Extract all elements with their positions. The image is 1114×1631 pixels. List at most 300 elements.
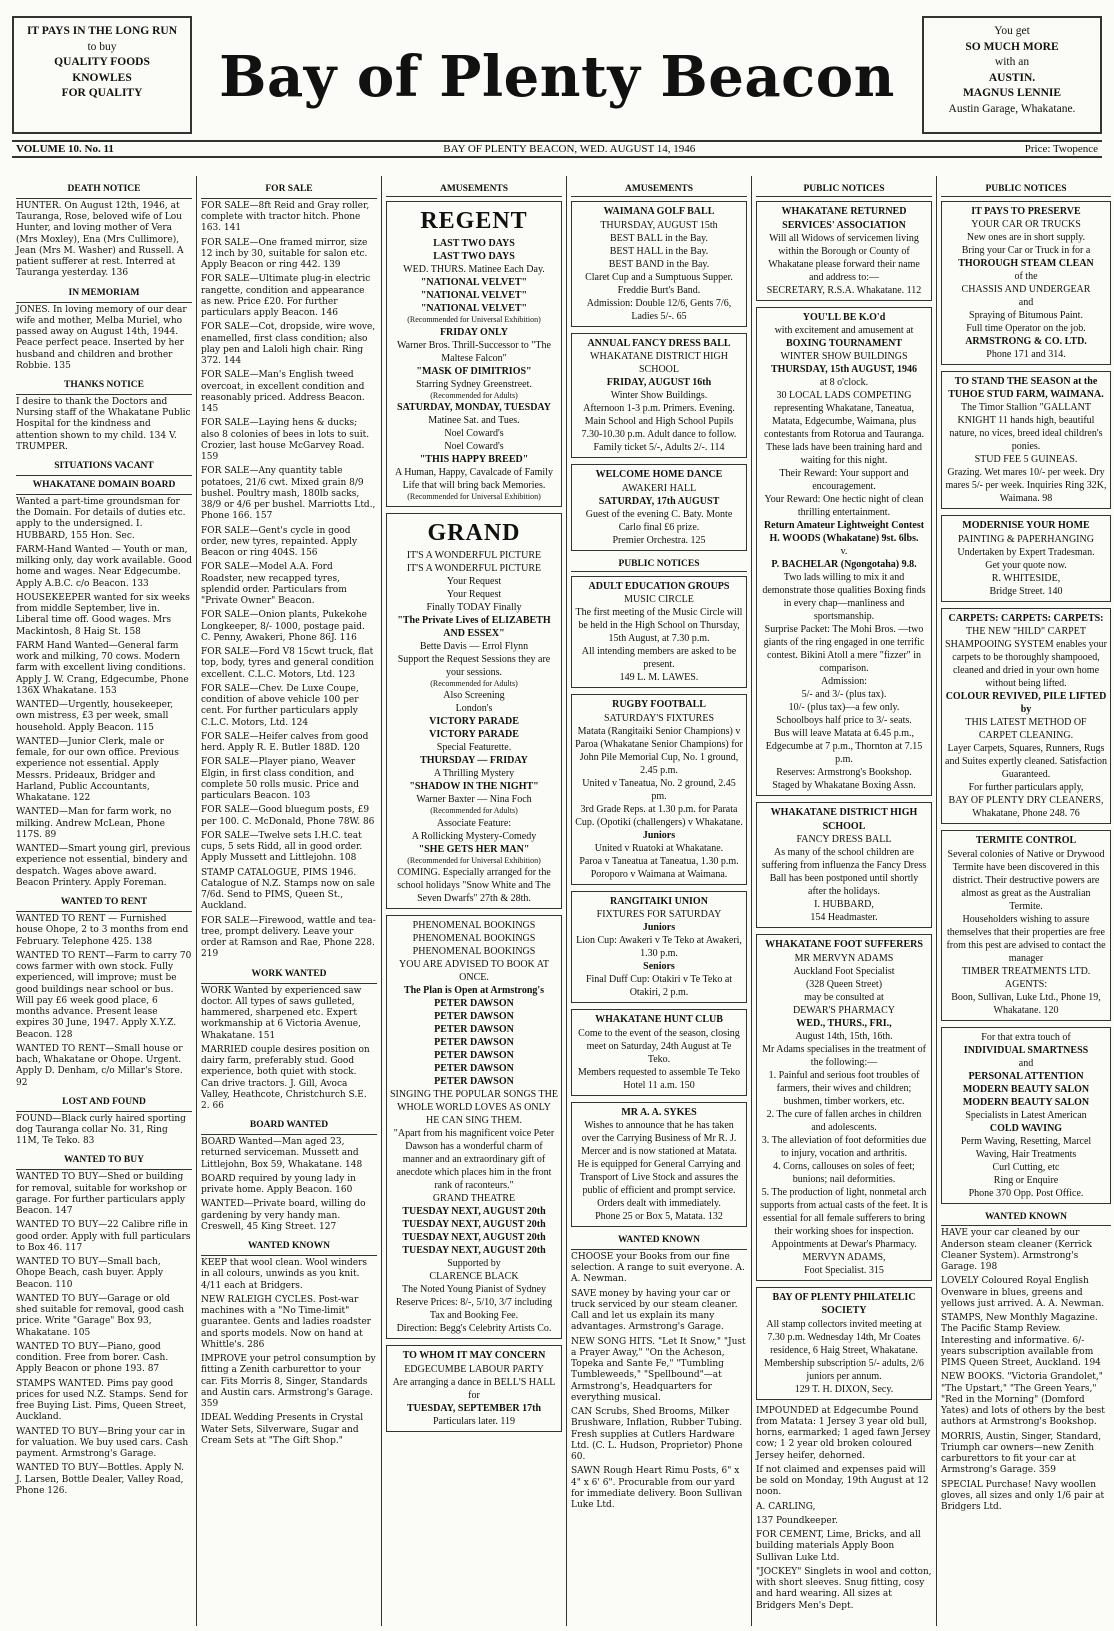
ad-line: Appointments at Dewar's Pharmacy. xyxy=(771,1238,917,1250)
ad-line: SATURDAY, 17th AUGUST xyxy=(598,495,720,507)
ad-line: QUALITY FOODS xyxy=(54,56,150,69)
ad-line: with excitement and amusement at xyxy=(774,325,914,336)
classified-item: MORRIS, Austin, Singer, Standard, Triumph car owners—new Zenith carburettors to fit your car at Armstrong's Garage. 359 xyxy=(941,1431,1102,1476)
ad-line: Staged by Whakatane Boxing Assn. xyxy=(772,780,916,791)
ad-line: (Recommended for Universal Exhibition) xyxy=(407,492,541,502)
ad-line: v. xyxy=(840,546,848,557)
ad-line: 5/- and 3/- (plus tax). xyxy=(801,689,887,700)
classified-item: FOR SALE—Onion plants, Pukekohe Longkeeper, 8/- 1000, postage paid. C. Penny, Awakeri, Phone 86J. 116 xyxy=(201,610,367,643)
ad-line: WHAKATANE DISTRICT HIGH SCHOOL xyxy=(590,351,728,375)
classified-item: NEW RALEIGH CYCLES. Post-war machines with a "No Time-limit" guarantee. Gents and ladies roadster and sports models. Now on hand at Whittle's. 286 xyxy=(201,1294,371,1350)
classified-item: WORK Wanted by experienced saw doctor. All types of saws gulleted, hammered, sharpened etc. Expert workmanship at 6 Victoria Avenue, Whakatane. 151 xyxy=(201,985,362,1041)
in-memoriam xyxy=(16,286,192,372)
section-heading: SITUATIONS VACANT xyxy=(16,459,192,476)
section-heading: IN MEMORIAM xyxy=(16,286,192,303)
classified-item: FOR SALE—Laying hens & ducks; also 8 colonies of bees in lots to suit. Crozier, last house McGarvey Road. 159 xyxy=(201,418,370,463)
ad-line: AUSTIN. xyxy=(988,71,1036,84)
section-heading: FOR SALE xyxy=(201,182,377,199)
classified-item: BOARD required by young lady in private home. Apply Beacon. 160 xyxy=(201,1173,356,1196)
ad-line: BEST BALL in the Bay. xyxy=(610,232,708,244)
theatre-name: GRAND xyxy=(427,519,521,546)
ad-line: with an xyxy=(994,56,1030,69)
ad-line: Two lads willing to mix it and demonstrate those qualities Boxing finds in every chap—manliness and sportsmanship. xyxy=(762,572,926,622)
wanted-to-buy xyxy=(16,1153,192,1497)
ad-line: EDGECUMBE LABOUR PARTY xyxy=(404,1363,544,1375)
ad-line: (Recommended for Adults) xyxy=(430,390,518,400)
classified-item: IMPROVE your petrol consumption by fitting a Zenith carburettor to your car. Fits Morris 8, Singer, Standards and Austin cars. Armstrong's Garage. 359 xyxy=(201,1354,376,1409)
ad-line: As many of the school children are suffering from influenza the Fancy Dress Ball has been postponed until shortly after the holidays. xyxy=(761,847,927,897)
ad-line: LAST TWO DAYS xyxy=(433,251,515,263)
ad-line: Reserve Prices: 8/-, 5/10, 3/7 including Tax and Booking Fee. xyxy=(395,1297,553,1322)
ad-line: TUESDAY NEXT, AUGUST 20th xyxy=(402,1245,546,1257)
ad-line: Matinee Sat. and Tues. xyxy=(428,415,520,427)
classified-item: CHOOSE your Books from our fine selection. A range to suit everyone. A. A. Newman. xyxy=(571,1251,745,1285)
ad-line: SECRETARY, R.S.A. Whakatane. 112 xyxy=(766,285,922,296)
notice-text: HUNTER. On August 12th, 1946, at Tauranga, Rose, beloved wife of Lou Hunter, and loving mother of Vera (Mrs Moxley), Ena (Mrs Cullimore), Jean (Mrs M. Washer) and Russell. A patient sufferer at rest. Interred at Tauranga yesterday. 136 xyxy=(16,200,184,279)
ad-line: PHENOMENAL BOOKINGS xyxy=(412,933,536,945)
ad-line: For further particulars apply, xyxy=(968,782,1084,793)
classified-item: FARM Hand Wanted—General farm work and milking, 70 cows. Modern farm with excellent living conditions. Apply J. W. Crang, Edgecumbe, Phone 136X Whakatane. 153 xyxy=(16,640,189,696)
ad-line: Whakatane, Phone 248. 76 xyxy=(972,808,1080,819)
section-heading: WANTED KNOWN xyxy=(201,1239,377,1256)
ad-line: Also Screening xyxy=(443,690,505,702)
ad-line: 30 LOCAL LADS COMPETING representing Whakatane, Taneatua, Matata, Edgecumbe, Waimana, plus contestants from Rotorua and Tauranga. xyxy=(764,390,924,440)
fancy-dress-ball-ad xyxy=(571,333,747,459)
ad-line: New ones are in short supply. xyxy=(966,232,1086,243)
ad-line: Support the Request Sessions they are your sessions. xyxy=(397,653,551,678)
ad-line: and xyxy=(1018,1057,1034,1069)
classified-item: MARRIED couple desires position on dairy farm, preferably stud. Good experience, both quiet with stock. Can drive tractors. J. Gill, Avoca Valley, Heathcote, Christchurch S.E. 2. 66 xyxy=(201,1044,370,1111)
ad-line: Auckland Foot Specialist xyxy=(793,965,895,977)
ad-heading: WAIMANA GOLF BALL xyxy=(603,206,715,217)
ad-line: FANCY DRESS BALL xyxy=(796,834,892,845)
ad-line: A Thrilling Mystery xyxy=(433,768,515,780)
ad-line: All intending members are asked to be present. xyxy=(581,646,737,670)
labour-party-dance-ad xyxy=(386,1345,562,1432)
ad-line: STUD FEE 5 GUINEAS. xyxy=(974,454,1078,465)
ad-line: P. BACHELAR (Ngongotaha) 9.8. xyxy=(771,559,917,570)
ad-line: IT'S A WONDERFUL PICTURE xyxy=(406,562,542,574)
for-sale xyxy=(201,182,377,961)
section-heading: WANTED KNOWN xyxy=(571,1233,747,1250)
ad-line: THE NEW "HILD" CARPET SHAMPOOING SYSTEM enables your carpets to be thoroughly shampooed, cleaned and dried in your own home without being lifted. xyxy=(945,626,1107,689)
ad-heading: WHAKATANE HUNT CLUB xyxy=(595,1014,723,1025)
stud-farm-ad xyxy=(941,371,1111,509)
classified-item: LOVELY Coloured Royal English Ovenware in blues, greens and yellows just arrived. A. A. Newman. xyxy=(941,1276,1105,1309)
classified-item: HOUSEKEEPER wanted for six weeks from middle September, live in. Liberal time off. Good wages. Mrs Mackintosh, 8 Haig St. 158 xyxy=(16,592,190,637)
ad-line: H. WOODS (Whakatane) 9st. 6lbs. xyxy=(769,533,919,544)
classified-item: WANTED—Man for farm work, no milking. Andrew McLean, Phone 117S. 89 xyxy=(16,807,172,840)
work-wanted xyxy=(201,967,377,1113)
ad-line: MR MERVYN ADAMS xyxy=(794,952,894,964)
ad-line: MUSIC CIRCLE xyxy=(624,594,694,605)
ad-line: 4. Corns, callouses on soles of feet; bunions; nail deformities. xyxy=(773,1160,915,1185)
ad-line: Get your quote now. xyxy=(985,559,1067,571)
ad-line: Finally TODAY Finally xyxy=(426,601,522,613)
boxing-tournament-ad xyxy=(756,307,932,796)
ad-line: PETER DAWSON xyxy=(434,1050,514,1062)
ad-line: INDIVIDUAL SMARTNESS xyxy=(963,1044,1089,1056)
ad-line: Admission: xyxy=(820,676,868,687)
ad-line: Schoolboys half price to 3/- seats. xyxy=(776,715,912,726)
ad-line: All stamp collectors invited meeting at 7.30 p.m. Wednesday 14th, Mr Coates residence, 6 Haig Street, Whakatane. Membership subscription 5/- adults, 2/6 juniors per annum. xyxy=(764,1318,924,1382)
beauty-salon-ad xyxy=(941,1027,1111,1204)
sykes-carrying-ad xyxy=(571,1102,747,1228)
golf-ball-ad xyxy=(571,201,747,327)
philatelic-society-ad xyxy=(756,1287,932,1400)
ad-line: TUESDAY NEXT, AUGUST 20th xyxy=(402,1232,546,1244)
ad-line: The Noted Young Pianist of Sydney xyxy=(402,1284,546,1296)
ad-line: PERSONAL ATTENTION xyxy=(968,1070,1084,1082)
ad-line: of the xyxy=(1014,271,1038,282)
ad-line: TUESDAY NEXT, AUGUST 20th xyxy=(402,1206,546,1218)
rugby-football-ad xyxy=(571,694,747,885)
section-heading: PUBLIC NOTICES xyxy=(941,182,1111,197)
ad-line: Bus will leave Matata at 6.45 p.m., Edgecumbe at 7 p.m., Thornton at 7.15 p.m. xyxy=(765,728,923,765)
ad-line: TUESDAY NEXT, AUGUST 20th xyxy=(402,1219,546,1231)
ad-line: Bring your Car or Truck in for a xyxy=(961,245,1091,256)
thanks-notice xyxy=(16,378,192,453)
ad-line: Premier Orchestra. 125 xyxy=(612,534,706,546)
ad-line: Perm Waving, Resetting, Marcel Waving, Hair Treatments xyxy=(960,1135,1092,1160)
lost-and-found xyxy=(16,1095,192,1148)
classified-item: 137 Poundkeeper. xyxy=(756,1515,838,1526)
ad-line: Direction: Begg's Celebrity Artists Co. xyxy=(396,1323,552,1335)
classified-item: FOR SALE—Ford V8 15cwt truck, flat top, body, tyres and general condition excellent. C.L.C. Motors, Ltd. 123 xyxy=(201,647,374,680)
ad-line: THOROUGH STEAM CLEAN xyxy=(958,258,1094,269)
wanted-to-rent xyxy=(16,895,192,1089)
ad-line: CLARENCE BLACK xyxy=(429,1271,519,1283)
ad-line: PAINTING & PAPERHANGING xyxy=(958,533,1094,545)
ad-line: Boon, Sullivan, Luke Ltd., Phone 19, Whakatane. 120 xyxy=(951,991,1101,1016)
classified-item: WANTED TO BUY—Bring your car in for valuation. We buy used cars. Cash payment. Armstrong's Garage. xyxy=(16,1426,189,1459)
ad-line: PETER DAWSON xyxy=(434,1063,514,1075)
ad-line: Final Duff Cup: Otakiri v Te Teko at Otakiri, 2 p.m. xyxy=(585,974,733,998)
ad-line: "NATIONAL VELVET" xyxy=(420,277,528,289)
classified-item: FOR SALE—Cot, dropside, wire wove, enamelled, first class condition; also play pen and Laloli high chair. Ring 372. 144 xyxy=(201,322,376,367)
ad-line: THURSDAY, 15th AUGUST, 1946 xyxy=(770,364,918,375)
ad-heading: TERMITE CONTROL xyxy=(975,835,1077,846)
ad-line: (328 Queen Street) xyxy=(805,978,883,990)
ad-line: Seniors xyxy=(643,961,675,972)
ad-line: Are arranging a dance in BELL'S HALL for xyxy=(392,1376,556,1401)
classified-item: WANTED TO BUY—Shed or building for removal, suitable for workshop or garage. For further particulars apply Beacon. 147 xyxy=(16,1172,187,1216)
column-1 xyxy=(12,176,197,1626)
classified-item: FOR SALE—Firewood, wattle and tea-tree, prompt delivery. Leave your order at Ramson and Rae, Phone 228. 219 xyxy=(201,915,376,960)
ad-heading: BAY OF PLENTY PHILATELIC SOCIETY xyxy=(772,1291,916,1316)
ad-line: FIXTURES FOR SATURDAY xyxy=(596,909,722,920)
notice-text: JONES. In loving memory of our dear wife and mother, Melba Muriel, who passed away on August 14th, 1944. Peace perfect peace. Inserted by her husband and children and brother Robbie. 135 xyxy=(16,304,187,371)
ad-line: Afternoon 1-3 p.m. Primers. Evening. Main School and High School Pupils 7.30-10.30 p.m. Adult dance to follow. xyxy=(581,403,737,440)
ad-line: TIMBER TREATMENTS LTD. xyxy=(961,965,1091,977)
ad-line: MAGNUS LENNIE xyxy=(962,87,1062,100)
issue-date: BAY OF PLENTY BEACON, WED. AUGUST 14, 1946 xyxy=(443,143,696,155)
wanted-known xyxy=(941,1210,1111,1514)
ad-line: BAY OF PLENTY DRY CLEANERS, xyxy=(948,795,1104,806)
classified-item: NEW BOOKS. "Victoria Grandolet," "The Upstart," "The Green Years," "Red in the Morning" (Domford Yates) and lots of others by the best authors at Armstrong's Bookshop. xyxy=(941,1372,1105,1428)
ad-heading: WHAKATANE FOOT SUFFERERS xyxy=(765,939,923,950)
grand-theatre-ad xyxy=(386,513,562,910)
classified-item: FOR SALE—Good bluegum posts, £9 per 100. C. McDonald, Phone 78W. 86 xyxy=(201,805,375,827)
ad-line: The Plan is Open at Armstrong's xyxy=(403,985,545,997)
ad-line: LAST TWO DAYS xyxy=(433,238,515,250)
ad-line: SATURDAY, MONDAY, TUESDAY xyxy=(397,402,551,414)
classified-item: SAWN Rough Heart Rimu Posts, 6" x 4" x 6' 6". Procurable from our yard for immediate delivery. Boon Sullivan Luke Ltd. xyxy=(571,1466,743,1511)
ad-line: BEST HALL in the Bay. xyxy=(609,245,709,257)
ad-line: VICTORY PARADE xyxy=(429,729,519,741)
ad-line: 1. Painful and serious foot troubles of farmers, their wives and children; bushmen, timber workers, etc. xyxy=(768,1069,920,1107)
ad-heading: TO WHOM IT MAY CONCERN xyxy=(402,1350,546,1362)
ad-line: TUHOE STUD FARM, WAIMANA. xyxy=(948,389,1104,400)
ad-line: Claret Cup and a Sumptuous Supper. xyxy=(585,271,733,283)
ad-line: Several colonies of Native or Drywood Termite have been discovered in this district. Their destructive powers are almost as great as the Australian Termite. xyxy=(947,848,1105,912)
classified-item: WANTED TO BUY—Bottles. Apply N. J. Larsen, Bottle Dealer, Valley Road, Phone 126. xyxy=(16,1463,185,1496)
ad-line: Surprise Packet: The Mohi Bros. —two giants of the ring engaged in one terrific contest. Bikini Atoll a mere "fizzer" in comparison. xyxy=(763,624,925,674)
ad-line: PETER DAWSON xyxy=(434,1024,514,1036)
modernise-home-ad xyxy=(941,515,1111,602)
section-heading: WORK WANTED xyxy=(201,967,377,984)
theatre-name: REGENT xyxy=(420,208,528,234)
ad-line: "NATIONAL VELVET" xyxy=(420,303,528,315)
ad-line: at 8 o'clock. xyxy=(819,377,869,388)
classified-item: STAMPS, New Monthly Magazine. The Pacific Stamp Review. Interesting and informative. 6/- years subscription available from PIMS Queen Street, Auckland. 194 xyxy=(941,1313,1101,1369)
ad-line: PHENOMENAL BOOKINGS xyxy=(412,946,536,958)
classified-item: WANTED TO BUY—Small bach, Ohope Beach, cash buyer. Apply Beacon. 110 xyxy=(16,1257,164,1290)
section-heading: BOARD WANTED xyxy=(201,1118,377,1135)
ad-line: "MASK OF DIMITRIOS" xyxy=(416,365,532,377)
classified-item: FOR SALE—Gent's cycle in good order, new tyres, repainted. Apply Beacon or ring 404S. 156 xyxy=(201,525,358,559)
ad-line: Matata (Rangitaiki Senior Champions) v Paroa (Whakatane Senior Champions) for John Pile Memorial Cup, No. 1 ground, 2.45 p.m. xyxy=(575,725,743,776)
adult-education-ad xyxy=(571,576,747,689)
ad-line: PETER DAWSON xyxy=(434,1076,514,1088)
ad-line: THURSDAY, AUGUST 15th xyxy=(600,219,718,231)
ad-heading: ADULT EDUCATION GROUPS xyxy=(588,580,730,592)
ad-line: These lads have been training hard and waiting for this night. xyxy=(765,442,923,466)
ad-line: Winter Show Buildings. xyxy=(610,390,708,401)
ad-line: Family ticket 5/-, Adults 2/-. 114 xyxy=(593,442,725,453)
ad-line: MODERN BEAUTY SALON xyxy=(962,1096,1090,1108)
ad-line: Admission: Double 12/6, Gents 7/6, Ladies 5/-. 65 xyxy=(586,297,732,322)
ad-line: SATURDAY'S FIXTURES xyxy=(603,712,715,724)
ad-line: Return Amateur Lightweight Contest xyxy=(763,520,925,531)
school-notice xyxy=(756,802,932,928)
peter-dawson-concert-ad xyxy=(386,915,562,1339)
ad-line: Their Reward: Your support and encouragement. xyxy=(779,468,909,492)
ad-line: 154 Headmaster. xyxy=(810,912,878,923)
ad-line: "SHADOW IN THE NIGHT" xyxy=(409,781,539,793)
classified-item: WANTED TO RENT—Farm to carry 70 cows farmer with own stock. Fully experienced, will improve; must be good buildings near school or bus. Will pay £6 week good place, 6 months advance. Present lease expires 30 June, 1947. Apply X.Y.Z. Beacon. 128 xyxy=(16,950,192,1040)
ad-line: R. WHITESIDE, xyxy=(991,572,1061,584)
ad-line: YOUR CAR OR TRUCKS xyxy=(971,219,1081,230)
ad-line: Special Featurette. xyxy=(436,742,512,754)
ad-line: Ring or Enquire xyxy=(993,1174,1059,1186)
volume-number: VOLUME 10. No. 11 xyxy=(16,143,114,155)
classified-item: WANTED—Smart young girl, previous experience not essential, bindery and despatch. Wages above award. Beacon Printery. Apply Foreman. xyxy=(16,844,191,888)
ad-line: GRAND THEATRE xyxy=(432,1193,516,1205)
ad-line: I. HUBBARD, xyxy=(814,899,874,910)
classified-item: FOR SALE—Man's English tweed overcoat, in excellent condition and reasonably priced. Address Beacon. 145 xyxy=(201,370,365,415)
rangitaiki-union-ad xyxy=(571,891,747,1004)
ad-heading: RUGBY FOOTBALL xyxy=(612,699,706,710)
section-heading: WANTED KNOWN xyxy=(941,1210,1111,1227)
ad-line: COLD WAVING xyxy=(989,1122,1063,1134)
ad-line: TUESDAY, SEPTEMBER 17th xyxy=(406,1402,542,1414)
ad-line: COMING. Especially arranged for the school holidays "Snow White and The Seven Dwarfs" 27th & 28th. xyxy=(397,867,551,905)
ad-line: Freddie Burt's Band. xyxy=(617,284,701,296)
section-heading: AMUSEMENTS xyxy=(386,182,562,197)
ad-line: IT'S A WONDERFUL PICTURE xyxy=(406,549,542,561)
classified-item: FARM-Hand Wanted — Youth or man, milking only, day work available. Good home and wages. Near Edgecumbe. Apply A.B.C. c/o Beacon. 133 xyxy=(16,544,192,589)
classified-item: A. CARLING, xyxy=(756,1501,816,1512)
ad-line: BEST BAND in the Bay. xyxy=(608,258,710,270)
classified-item: FOR SALE—Chev. De Luxe Coupe, condition of above vehicle 100 per cent. For further particulars apply C.L.C. Motors, Ltd. 124 xyxy=(201,683,359,728)
newspaper-title: Bay of Plenty Beacon xyxy=(219,44,895,110)
steam-clean-ad xyxy=(941,201,1111,365)
ad-line: Your Request xyxy=(446,588,502,600)
ad-line: SO MUCH MORE xyxy=(965,40,1059,53)
ad-line: "The Private Lives of ELIZABETH AND ESSEX" xyxy=(397,614,551,639)
ad-line: may be consulted at xyxy=(804,991,884,1003)
ad-line: Phone 171 and 314. xyxy=(986,349,1066,360)
ad-line: IT PAYS IN THE LONG RUN xyxy=(26,25,178,37)
classified-item: IMPOUNDED at Edgecumbe Pound from Matata: 1 Jersey 3 year old bull, horns, earmarked; 1 aged fawn Jersey cow; 1 2 year old broken coloured Jersey heifer, dehorned. xyxy=(756,1405,931,1461)
column-6 xyxy=(937,176,1114,1626)
classified-item: WANTED TO BUY—Piano, good condition. Free from borer. Cash. Apply Beacon or phone 193. 87 xyxy=(16,1341,169,1375)
ad-heading: WHAKATANE DISTRICT HIGH SCHOOL xyxy=(770,807,918,832)
notice-text: I desire to thank the Doctors and Nursing staff of the Whakatane Public Hospital for the kindness and attention shown to my child. 134 V. TRUMPER. xyxy=(16,396,191,452)
ad-line: Specialists in Latest American xyxy=(965,1109,1087,1121)
ad-line: Members requested to assemble Te Teko Hotel 11 a.m. 150 xyxy=(577,1066,741,1091)
ad-line: 10/- (plus tax)—a few only. xyxy=(788,702,900,713)
ad-line: Will all Widows of servicemen living within the Borough or County of Whakatane please forward their name and address to:— xyxy=(768,233,920,283)
ad-heading: ANNUAL FANCY DRESS BALL xyxy=(587,337,731,349)
ad-line: WINTER SHOW BUILDINGS xyxy=(780,351,908,362)
ad-line: AWAKERI HALL xyxy=(621,482,697,494)
ad-line: Bette Davis — Errol Flynn xyxy=(419,640,529,652)
ad-heading: CARPETS: CARPETS: CARPETS: xyxy=(948,612,1104,624)
dateline xyxy=(12,140,1102,158)
section-heading: PUBLIC NOTICES xyxy=(571,557,747,572)
ad-line: "SHE GETS HER MAN" xyxy=(418,843,530,855)
ad-line: 2. The cure of fallen arches in children and adolescents. xyxy=(766,1108,922,1133)
section-heading: WANTED TO BUY xyxy=(16,1153,192,1170)
ad-line: SINGING THE POPULAR SONGS THE WHOLE WORLD LOVES AS ONLY HE CAN SING THEM. xyxy=(390,1089,558,1127)
ad-line: FRIDAY, AUGUST 16th xyxy=(606,377,712,388)
classified-item: SAVE money by having your car or truck serviced by our steam cleaner. Call and let us explain its many advantages. Armstrong's Garage. xyxy=(571,1288,738,1333)
situations-vacant xyxy=(16,459,192,889)
ad-line: (Recommended for Adults) xyxy=(430,806,518,816)
ad-line: Juniors xyxy=(642,922,676,933)
ad-line: A Rollicking Mystery-Comedy xyxy=(411,830,537,842)
ad-line: Guest of the evening C. Baty. Monte Carlo final £6 prize. xyxy=(585,508,733,533)
ad-line: Austin Garage, Whakatane. xyxy=(948,102,1076,115)
ad-line: Come to the event of the season, closing meet on Saturday, 24th August at Te Teko. xyxy=(578,1027,740,1065)
wanted-known xyxy=(201,1239,377,1447)
ad-line: IT PAYS TO PRESERVE xyxy=(971,206,1081,217)
ad-line: (Recommended for Universal Exhibition) xyxy=(407,855,541,865)
ad-line: The first meeting of the Music Circle will be held in the High School on Thursday, 15th August, at 7.30 p.m. xyxy=(575,607,743,644)
ad-line: Spraying of Bitumous Paint. xyxy=(969,310,1083,321)
ad-line: Lion Cup: Awakeri v Te Teko at Awakeri, 1.30 p.m. xyxy=(576,935,742,959)
termite-control-ad xyxy=(941,830,1111,1021)
section-heading: WANTED TO RENT xyxy=(16,895,192,912)
ad-line: 149 L. M. LAWES. xyxy=(619,672,699,683)
classified-item: If not claimed and expenses paid will be sold on Monday, 19th August at 12 noon. xyxy=(756,1464,929,1498)
ad-line: YOU'LL BE K.O'd xyxy=(802,312,886,323)
ad-line: THURSDAY — FRIDAY xyxy=(420,755,528,767)
classified-item: WANTED—Private board, willing do gardening by very handy man. Creswell, 45 King Street. 127 xyxy=(201,1199,366,1232)
foot-specialist-ad xyxy=(756,934,932,1281)
ad-line: PETER DAWSON xyxy=(434,998,514,1010)
classified-item: FOR CEMENT, Lime, Bricks, and all building materials Apply Boon Sullivan Luke Ltd. xyxy=(756,1530,921,1563)
rsa-notice xyxy=(756,201,932,301)
ad-line: He is equipped for General Carrying and Transport of Live Stock and assures the public of efficient and prompt service. Orders dealt with immediately. xyxy=(577,1159,741,1209)
ad-line: PHENOMENAL BOOKINGS xyxy=(412,920,536,932)
masthead-right-ad xyxy=(922,16,1102,134)
ad-line: FOR QUALITY xyxy=(61,87,143,100)
classified-item: CAN Scrubs, Shed Brooms, Milker Brushware, Inflation, Rubber Tubing. Fresh supplies at Cutlers Hardware Ltd. (C. L. Hudson, Proprietor) Phone 60. xyxy=(571,1407,743,1463)
section-heading: LOST AND FOUND xyxy=(16,1095,192,1112)
ad-line: "Apart from his magnificent voice Peter Dawson has a wonderful charm of manner and an extraordinary gift of anecdote which places him in the front rank of raconteurs." xyxy=(393,1128,555,1192)
wanted-known xyxy=(571,1233,747,1511)
ad-line: MODERN BEAUTY SALON xyxy=(962,1083,1090,1095)
ad-line: London's xyxy=(455,703,493,715)
ad-line: Foot Specialist. 315 xyxy=(804,1264,884,1276)
ad-line: Warner Bros. Thrill-Successor to "The Maltese Falcon" xyxy=(397,339,551,364)
classified-item: WANTED TO RENT — Furnished house Ohope, 2 to 3 months from end February. Telephone 425. 138 xyxy=(16,914,189,947)
regent-theatre-ad xyxy=(386,201,562,507)
hunt-club-ad xyxy=(571,1009,747,1096)
death-notice xyxy=(16,182,192,280)
classified-item: WANTED TO BUY—22 Calibre rifle in good order. Apply with full particulars to Box 46. 117 xyxy=(16,1220,191,1253)
ad-line: MERVYN ADAMS, xyxy=(802,1251,886,1263)
classified-item: WANTED—Urgently, housekeeper, own mistress, £3 per week, small household. Apply Beacon. 115 xyxy=(16,700,174,733)
ad-line: For that extra touch of xyxy=(981,1031,1071,1043)
ad-line: 3rd Grade Reps. at 1.30 p.m. for Parata Cup. (Opotiki (challengers) v Whakatane. xyxy=(575,803,743,828)
ad-line: FRIDAY ONLY xyxy=(439,326,509,338)
ad-line: Wishes to announce that he has taken over the Carrying Business of Mr R. J. Mercer and is now stationed at Matata. xyxy=(581,1120,737,1157)
ad-line: to buy xyxy=(87,40,117,53)
ad-line: Your Request xyxy=(446,575,502,587)
ad-line: (Recommended for Adults) xyxy=(430,678,518,688)
classified-item: "JOCKEY" Singlets in wool and cotton, with short sleeves. Snug fitting, cosy and hard wearing. All sizes at Bridgers Men's Dept. xyxy=(756,1566,932,1611)
classified-item: FOR SALE—8ft Reid and Gray roller, complete with tractor hitch. Phone 163. 141 xyxy=(201,200,370,234)
ad-line: WED. THURS. Matinee Each Day. xyxy=(403,264,545,276)
board-wanted xyxy=(201,1118,377,1233)
classified-item: STAMPS WANTED. Pims pay good prices for used N.Z. Stamps. Send for free Buying List. Pims, Queen Street, Auckland. xyxy=(16,1378,188,1423)
ad-line: Grazing. Wet mares 10/- per week. Dry mares 5/- per week. Inquiries Ring 32K, Waimana. 98 xyxy=(945,467,1107,504)
classified-item: FOR SALE—Player piano, Weaver Elgin, in first class condition, and complete 50 rolls music. Price and particulars Beacon. 103 xyxy=(201,757,360,802)
classified-item: IDEAL Wedding Presents in Crystal Water Sets, Silverware, Sugar and Cream Sets at "The Gift Shop." xyxy=(201,1413,364,1446)
welcome-home-dance-ad xyxy=(571,464,747,551)
ad-line: Curl Cutting, etc xyxy=(992,1161,1060,1173)
ad-heading: MODERNISE YOUR HOME xyxy=(962,520,1090,531)
ad-line: Noel Coward's xyxy=(444,441,504,453)
ad-line: ARMSTRONG & CO. LTD. xyxy=(965,336,1087,347)
ad-line: Phone 370 Opp. Post Office. xyxy=(968,1187,1084,1199)
ad-line: and xyxy=(1018,297,1034,308)
ad-line: Householders wishing to assure themselves that their properties are free from this pest are advised to contact the manager xyxy=(946,913,1106,964)
ad-line: Bridge Street. 140 xyxy=(989,585,1063,597)
ad-heading: MR A. A. SYKES xyxy=(621,1106,697,1118)
classified-item: FOR SALE—Model A.A. Ford Roadster, new recapped tyres, splendid order. Particulars from "Private Owner" Beacon. xyxy=(201,562,347,607)
ad-line: KNOWLES xyxy=(72,71,132,84)
ad-line: Reserves: Armstrong's Bookshop. xyxy=(776,767,912,778)
classified-item: FOR SALE—One framed mirror, size 12 inch by 30, suitable for salon etc. Apply Beacon or ring 442. 139 xyxy=(201,237,368,271)
ad-line: DEWAR'S PHARMACY xyxy=(792,1004,896,1016)
ad-line: PETER DAWSON xyxy=(434,1011,514,1023)
ad-line: CHASSIS AND UNDERGEAR xyxy=(961,284,1091,295)
